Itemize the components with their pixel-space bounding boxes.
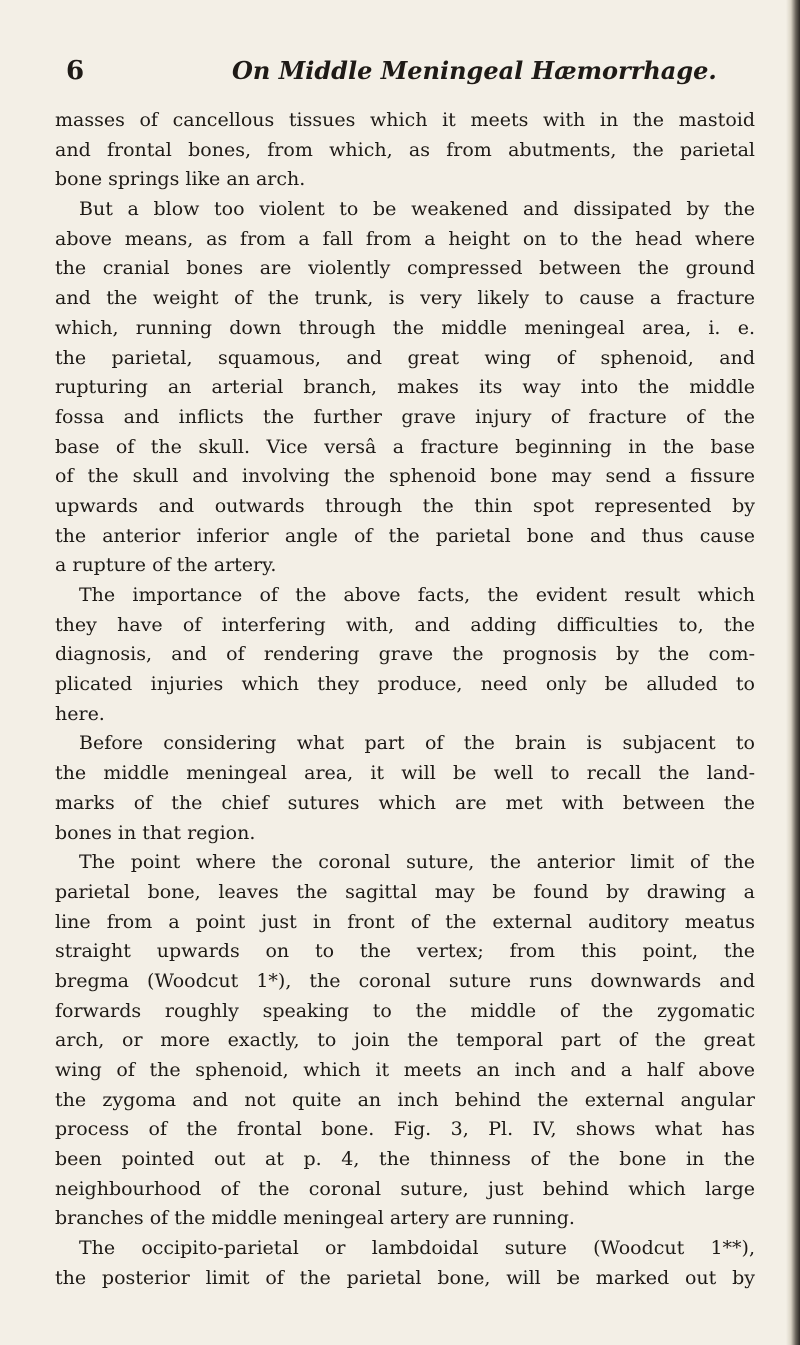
text-line: the cranial bones are violently compressed between the ground <box>55 257 755 280</box>
running-title: On Middle Meningeal Hæmorrhage. <box>232 56 717 85</box>
text-line: straight upwards on to the vertex; from this point, the <box>55 940 755 963</box>
page-header <box>66 56 756 96</box>
text-line: Before considering what part of the brain is subjacent to <box>79 732 755 755</box>
text-line: wing of the sphenoid, which it meets an inch and a half above <box>55 1059 755 1081</box>
text-line: the parietal, squamous, and great wing of sphenoid, and <box>55 346 755 369</box>
text-line: of the skull and involving the sphenoid bone may send a fissure <box>55 465 755 488</box>
text-line: arch, or more exactly, to join the temporal part of the great <box>55 1029 755 1052</box>
text-line: masses of cancellous tissues which it meets with in the mastoid <box>55 109 755 131</box>
text-line: a rupture of the artery. <box>55 554 277 577</box>
text-line: the zygoma and not quite an inch behind the external angular <box>55 1088 755 1111</box>
text-line: plicated injuries which they produce, need only be alluded to <box>55 673 755 696</box>
text-line: marks of the chief sutures which are met with between the <box>55 791 755 814</box>
text-line: parietal bone, leaves the sagittal may be found by drawing a <box>55 880 755 903</box>
text-line: and the weight of the trunk, is very likely to cause a fracture <box>55 287 755 310</box>
text-line: bones in that region. <box>55 821 256 844</box>
text-line: branches of the middle meningeal artery are running. <box>55 1207 575 1230</box>
text-line: fossa and inflicts the further grave injury of fracture of the <box>55 405 755 428</box>
text-line: the anterior inferior angle of the parietal bone and thus cause <box>55 524 755 547</box>
text-line: and frontal bones, from which, as from abutments, the parietal <box>55 138 755 161</box>
text-line: But a blow too violent to be weakened and dissipated by the <box>79 198 755 221</box>
text-line: process of the frontal bone. Fig. 3, Pl. IV, shows what has <box>55 1118 755 1141</box>
body-text <box>55 106 755 1294</box>
text-line: the posterior limit of the parietal bone, will be marked out by <box>55 1266 755 1289</box>
text-line: bregma (Woodcut 1*), the coronal suture runs downwards and <box>55 969 755 992</box>
text-line: The importance of the above facts, the evident result which <box>79 584 755 606</box>
text-line: been pointed out at p. 4, the thinness of the bone in the <box>55 1148 755 1171</box>
text-line: above means, as from a fall from a height on to the head where <box>55 227 755 250</box>
text-line: upwards and outwards through the thin spot represented by <box>55 494 755 517</box>
text-line: bone springs like an arch. <box>55 168 306 191</box>
text-line: rupturing an arterial branch, makes its way into the middle <box>55 376 755 399</box>
text-line: The point where the coronal suture, the anterior limit of the <box>79 851 755 874</box>
text-line: forwards roughly speaking to the middle of the zygomatic <box>55 999 755 1022</box>
text-line: neighbourhood of the coronal suture, just behind which large <box>55 1177 755 1200</box>
text-line: line from a point just in front of the external auditory meatus <box>55 910 755 933</box>
text-line: The occipito-parietal or lambdoidal suture (Woodcut 1**), <box>79 1237 755 1260</box>
text-line: diagnosis, and of rendering grave the prognosis by the com- <box>55 643 755 666</box>
page-edge-shadow <box>786 0 800 1345</box>
text-line: here. <box>55 702 105 725</box>
page-number: 6 <box>66 56 85 86</box>
text-line: they have of interfering with, and adding difficulties to, the <box>55 613 755 636</box>
text-line: base of the skull. Vice versâ a fracture beginning in the base <box>55 435 755 458</box>
text-line: the middle meningeal area, it will be well to recall the land- <box>55 762 755 785</box>
text-line: which, running down through the middle meningeal area, i. e. <box>55 316 755 339</box>
